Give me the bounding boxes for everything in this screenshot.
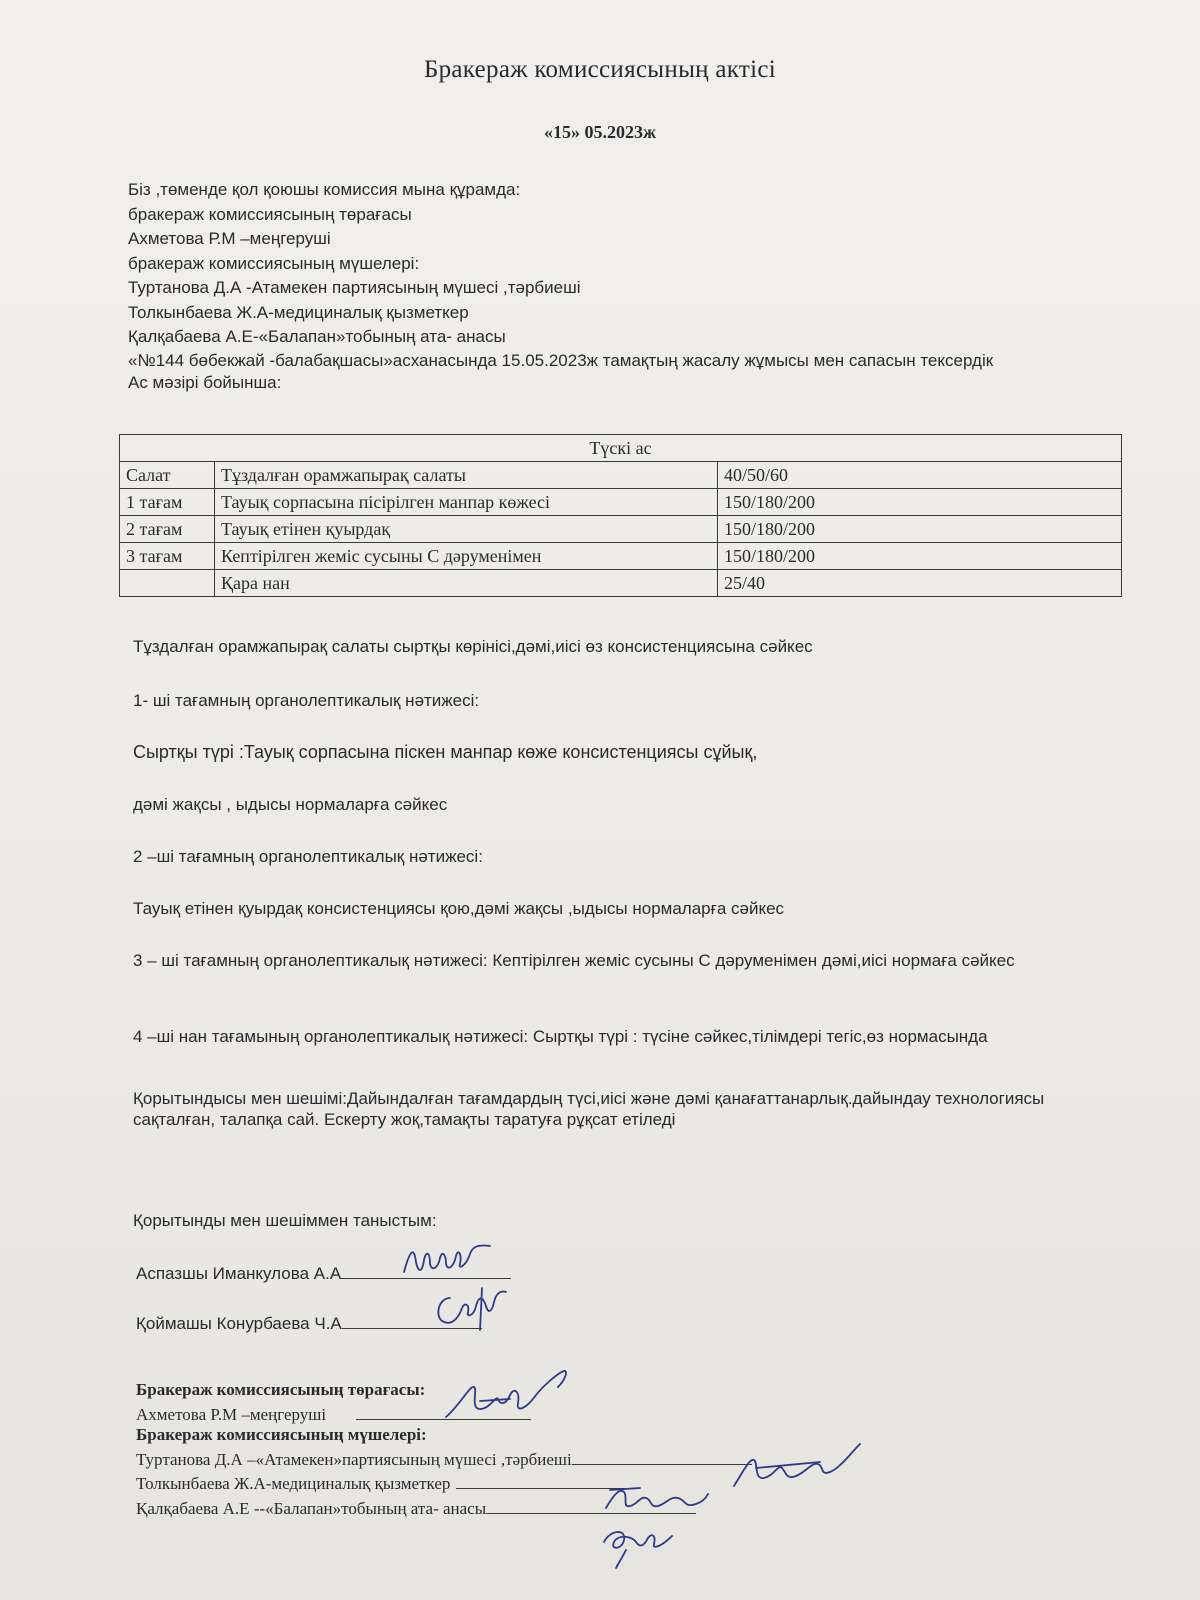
intro-line: бракераж комиссиясының төрағасы: [128, 204, 412, 224]
member-name: Туртанова Д.А –«Атамекен»партиясының мүшесі ,тәрбиеші: [136, 1449, 572, 1469]
course-cell: [120, 570, 215, 597]
course-cell: 3 тағам: [120, 543, 215, 570]
storekeeper-name: Қоймашы Конурбаева Ч.А: [136, 1314, 342, 1333]
intro-line: бракераж комиссиясының мүшелері:: [128, 253, 420, 273]
cook-name: Аспазшы Иманкулова А.А: [136, 1264, 342, 1283]
dish-cell: Кептірілген жеміс сусыны С дәруменімен: [215, 543, 718, 570]
member1-signature: [720, 1440, 880, 1500]
course1-heading: 1- ші тағамның органолептикалық нәтижесі:: [133, 691, 480, 710]
intro-line: Туртанова Д.А -Атамекен партиясының мүшесі ,тәрбиеші: [128, 278, 581, 297]
conclusion: Қорытындысы мен шешімі:Дайындалған тағамдардың түсі,иісі және дәмі қанағаттанарлық.дайындау технологиясы сақталған, талапқа сай. Ескерту жоқ,тамақты таратуға рұқсат етіледі: [133, 1089, 1045, 1129]
chair-name: Ахметова Р.М –меңгеруші: [136, 1404, 327, 1424]
member-line: [136, 1446, 752, 1471]
storekeeper-signature: [430, 1284, 510, 1334]
portion-cell: 25/40: [718, 570, 1122, 597]
portion-cell: 150/180/200: [718, 489, 1122, 516]
course1-taste: дәмі жақсы , ыдысы нормаларға сәйкес: [133, 795, 448, 814]
table-row: [120, 489, 1122, 516]
commission-intro: [128, 178, 1118, 395]
acknowledgement-heading: Қорытынды мен шешіммен таныстым:: [133, 1211, 437, 1230]
menu-label: Ас мәзірі бойынша:: [128, 372, 282, 392]
portion-cell: 150/180/200: [718, 543, 1122, 570]
course2-result: Тауық етінен қуырдақ консистенциясы қою,дәмі жақсы ,ыдысы нормаларға сәйкес: [133, 899, 785, 918]
dish-cell: Тауық сорпасына пісірілген манпар көжесі: [215, 489, 718, 516]
portion-cell: 150/180/200: [718, 516, 1122, 543]
salad-assessment: Тұздалған орамжапырақ салаты сыртқы көрінісі,дәмі,иісі өз консистенциясына сәйкес: [133, 637, 813, 656]
course3-result: 3 – ші тағамның органолептикалық нәтижесі: Кептірілген жеміс сусыны С дәруменімен дәмі,иісі нормаға сәйкес: [133, 951, 1015, 970]
menu-table: [119, 434, 1122, 597]
table-row: [120, 543, 1122, 570]
course-cell: Салат: [120, 462, 215, 489]
bread-result: 4 –ші нан тағамының органолептикалық нәтижесі: Сыртқы түрі : түсіне сәйкес,тілімдері тегіс,өз нормасында: [133, 1027, 988, 1046]
course-cell: 2 тағам: [120, 516, 215, 543]
intro-line: Толкынбаева Ж.А-медициналық қызметкер: [128, 302, 469, 322]
course2-heading: 2 –ші тағамның органолептикалық нәтижесі:: [133, 847, 483, 866]
document-date: «15» 05.2023ж: [543, 122, 657, 142]
dish-cell: Тауық етінен қуырдақ: [215, 516, 718, 543]
members-heading: Бракераж комиссиясының мүшелері:: [136, 1425, 427, 1444]
intro-line: Біз ,төменде қол қоюшы комиссия мына құрамда:: [128, 180, 521, 199]
table-row: [120, 516, 1122, 543]
member2-signature: [600, 1478, 710, 1518]
table-row: [120, 570, 1122, 597]
chair-signature: [440, 1365, 590, 1425]
intro-line: Ахметова Р.М –меңгеруші: [128, 229, 331, 248]
document-title: Бракераж комиссиясының актісі: [423, 56, 777, 83]
course1-appearance: Сыртқы түрі :Тауық сорпасына піскен манпар көже консистенциясы сұйық,: [133, 742, 758, 762]
intro-check-text: «№144 бөбекжай -балабақшасы»асханасында 15.05.2023ж тамақтың жасалу жұмысы мен сапасын тексердік: [128, 350, 994, 370]
menu-table-header: Түскі ас: [120, 435, 1122, 462]
course-cell: 1 тағам: [120, 489, 215, 516]
chair-heading: Бракераж комиссиясының төрағасы:: [136, 1380, 426, 1399]
cook-signature: [400, 1240, 500, 1280]
member-name: Толкынбаева Ж.А-медициналық қызметкер: [136, 1474, 451, 1493]
member3-signature: [596, 1520, 686, 1570]
member-name: Қалқабаева А.Е --«Балапан»тобының ата- анасы: [136, 1498, 487, 1518]
table-row: [120, 462, 1122, 489]
dish-cell: Тұздалған орамжапырақ салаты: [215, 462, 718, 489]
dish-cell: Қара нан: [215, 570, 718, 597]
intro-line: Қалқабаева А.Е-«Балапан»тобының ата- анасы: [128, 327, 506, 346]
portion-cell: 40/50/60: [718, 462, 1122, 489]
